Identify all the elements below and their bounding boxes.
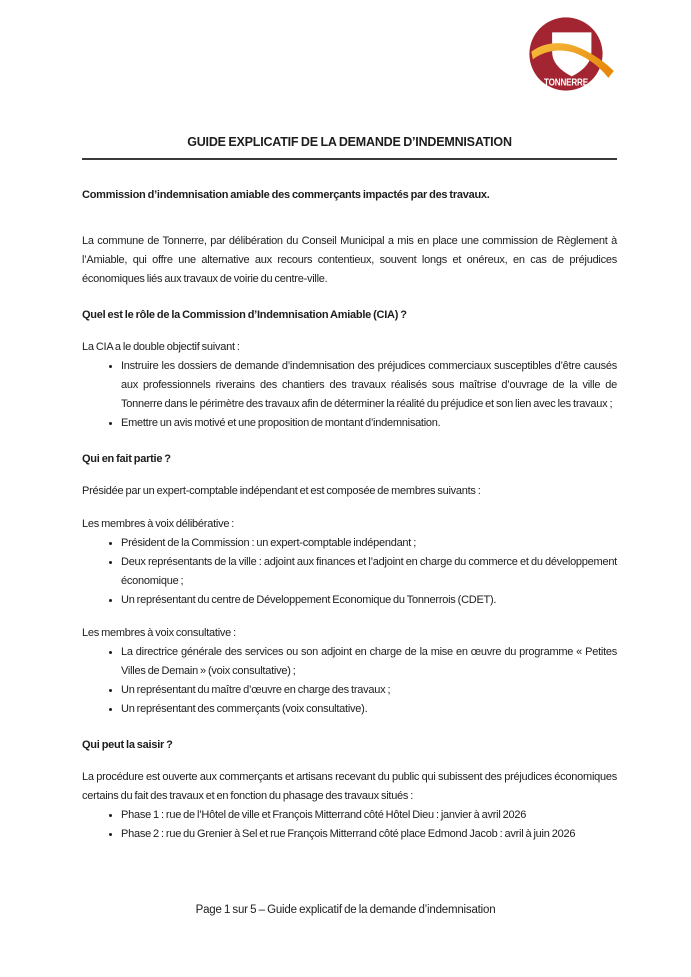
list-item: • La directrice générale des services ou son adjoint en charge de la mise en œuvre du programme « Petites Villes de Demain » (voix consultative) ;: [121, 643, 617, 681]
section-heading-saisine: Qui peut la saisir ?: [82, 739, 173, 751]
section-lead-role: La CIA a le double objectif suivant :: [82, 341, 240, 353]
list-item: • Un représentant du maître d’œuvre en charge des travaux ;: [121, 681, 617, 700]
consultative-members-label: Les membres à voix consultative :: [82, 627, 236, 639]
document-content: [82, 0, 617, 844]
page-footer: Page 1 sur 5 – Guide explicatif de la demande d’indemnisation: [195, 904, 496, 916]
list-item: • Instruire les dossiers de demande d’indemnisation des préjudices commerciaux susceptibles d’être causés aux professionnels riverains des chantiers des travaux réalisés sous maîtrise d’ouvrage de la ville de Tonnerre dans le périmètre des travaux afin de déterminer la réalité du préjudice et son lien avec les travaux ;: [121, 357, 617, 414]
list-item: • Phase 1 : rue de l’Hôtel de ville et François Mitterrand côté Hôtel Dieu : janvier à avril 2026: [121, 806, 617, 825]
list-item: • Deux représentants de la ville : adjoint aux finances et l’adjoint en charge du commerce et du développement économique ;: [121, 553, 617, 591]
phases-bullet-list: [82, 806, 617, 844]
list-item: • Emettre un avis motivé et une proposition de montant d’indemnisation.: [121, 414, 617, 433]
list-item: • Un représentant du centre de Développement Economique du Tonnerrois (CDET).: [121, 591, 617, 610]
deliberative-members-label: Les membres à voix délibérative :: [82, 518, 235, 530]
list-item: • Président de la Commission : un expert-comptable indépendant ;: [121, 534, 617, 553]
section-lead-saisine: La procédure est ouverte aux commerçants et artisans recevant du public qui subissent des préjudices économiques certains du fait des travaux et en fonction du phasage des travaux situés :: [82, 771, 617, 802]
page-title: GUIDE EXPLICATIF DE LA DEMANDE D’INDEMNISATION: [187, 135, 512, 149]
consultative-bullet-list: [82, 643, 617, 719]
section-heading-composition: Qui en fait partie ?: [82, 453, 171, 465]
document-subtitle: Commission d’indemnisation amiable des commerçants impactés par des travaux.: [82, 189, 490, 201]
list-item: • Un représentant des commerçants (voix consultative).: [121, 700, 617, 719]
intro-paragraph: La commune de Tonnerre, par délibération du Conseil Municipal a mis en place une commission de Règlement à l’Amiable, qui offre une alternative aux recours contentieux, souvent longs et onéreux, en cas de préjudices économiques liés aux travaux de voirie du centre-ville.: [82, 235, 617, 285]
title-divider: [82, 133, 617, 160]
section-heading-role: Quel est le rôle de la Commission d’Indemnisation Amiable (CIA) ?: [82, 309, 407, 321]
list-item: • Phase 2 : rue du Grenier à Sel et rue François Mitterrand côté place Edmond Jacob : avril à juin 2026: [121, 825, 617, 844]
logo-wordmark: TONNERRE: [544, 77, 589, 89]
role-bullet-list: [82, 357, 617, 433]
deliberative-bullet-list: [82, 534, 617, 610]
section-lead-composition: Présidée par un expert-comptable indépendant et est composée de membres suivants :: [82, 485, 481, 497]
